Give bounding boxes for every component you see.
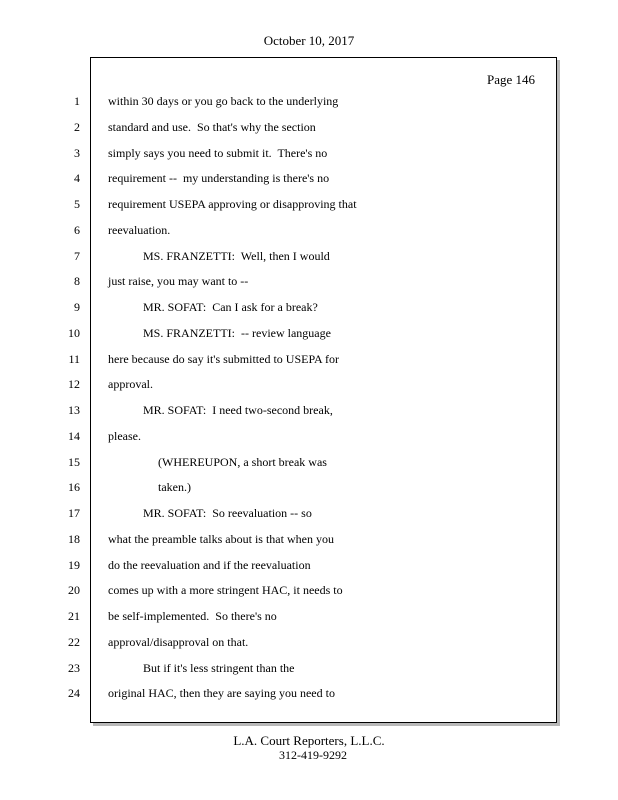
transcript-line: approval.: [108, 377, 153, 391]
transcript-line: comes up with a more stringent HAC, it needs to: [108, 583, 343, 597]
line-number: 23: [68, 661, 80, 675]
line-number: 21: [68, 609, 80, 623]
transcript-line: requirement USEPA approving or disapproving that: [108, 197, 357, 211]
line-number: 17: [68, 506, 80, 520]
transcript-line: do the reevaluation and if the reevaluation: [108, 558, 311, 572]
line-number: 7: [74, 249, 80, 263]
line-number: 10: [68, 326, 80, 340]
line-number: 4: [74, 171, 80, 185]
line-number: 11: [68, 352, 80, 366]
transcript-line: taken.): [158, 480, 191, 494]
footer-phone: 312-419-9292: [279, 748, 347, 762]
line-number: 2: [74, 120, 80, 134]
transcript-line: MS. FRANZETTI: Well, then I would: [143, 249, 330, 263]
line-number: 16: [68, 480, 80, 494]
transcript-line: what the preamble talks about is that when you: [108, 532, 334, 546]
transcript-line: MR. SOFAT: So reevaluation -- so: [143, 506, 312, 520]
line-number: 9: [74, 300, 80, 314]
transcript-line: just raise, you may want to --: [108, 274, 249, 288]
line-number: 12: [68, 377, 80, 391]
transcript-line: (WHEREUPON, a short break was: [158, 455, 327, 469]
line-number: 3: [74, 146, 80, 160]
line-number: 14: [68, 429, 80, 443]
transcript-line: But if it's less stringent than the: [143, 661, 295, 675]
page-number: Page 146: [487, 72, 536, 87]
header-date: October 10, 2017: [263, 33, 355, 48]
line-number: 20: [68, 583, 80, 597]
line-number: 6: [74, 223, 80, 237]
line-number: 5: [74, 197, 80, 211]
transcript-line: requirement -- my understanding is there's no: [108, 171, 330, 185]
transcript-line: approval/disapproval on that.: [108, 635, 249, 649]
footer-company: L.A. Court Reporters, L.L.C.: [233, 733, 385, 748]
line-number: 1: [74, 94, 80, 108]
transcript-line: simply says you need to submit it. There's no: [108, 146, 328, 160]
line-number: 22: [68, 635, 80, 649]
transcript-line: reevaluation.: [108, 223, 171, 237]
transcript-line: be self-implemented. So there's no: [108, 609, 277, 623]
transcript-line: standard and use. So that's why the section: [108, 120, 316, 134]
line-number: 18: [68, 532, 80, 546]
transcript-line: MR. SOFAT: Can I ask for a break?: [143, 300, 318, 314]
line-number: 15: [68, 455, 80, 469]
transcript-line: original HAC, then they are saying you need to: [108, 686, 335, 700]
transcript-line: here because do say it's submitted to USEPA for: [108, 352, 340, 366]
transcript-line: MS. FRANZETTI: -- review language: [143, 326, 331, 340]
line-number: 8: [74, 274, 80, 288]
line-number: 19: [68, 558, 80, 572]
line-number: 24: [68, 686, 80, 700]
transcript-line: MR. SOFAT: I need two-second break,: [143, 403, 333, 417]
line-number: 13: [68, 403, 80, 417]
transcript-line: please.: [108, 429, 141, 443]
transcript-line: within 30 days or you go back to the underlying: [108, 94, 339, 108]
